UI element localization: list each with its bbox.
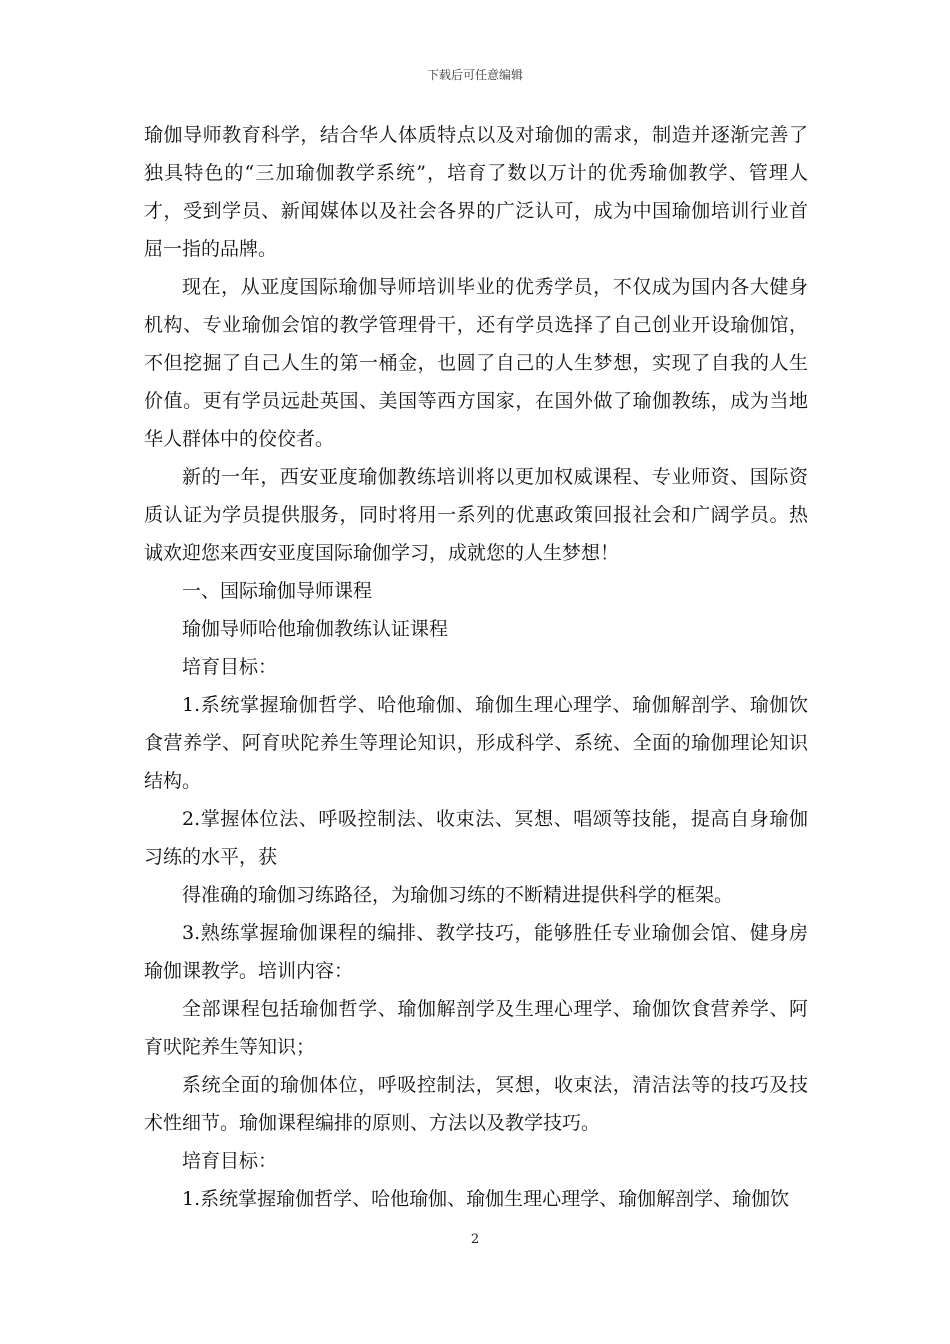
paragraph: 新的一年，西安亚度瑜伽教练培训将以更加权威课程、专业师资、国际资质认证为学员提供服务，同时将用一系列的优惠政策回报社会和广阔学员。热诚欢迎您来西安亚度国际瑜伽学习，成就您的人生梦想！	[144, 466, 808, 564]
list-item: 1.系统掌握瑜伽哲学、哈他瑜伽、瑜伽生理心理学、瑜伽解剖学、瑜伽饮食营养学、阿育吠陀养生等理论知识，形成科学、系统、全面的瑜伽理论知识结构。	[144, 694, 808, 792]
paragraph: 现在，从亚度国际瑜伽导师培训毕业的优秀学员，不仅成为国内各大健身机构、专业瑜伽会馆的教学管理骨干，还有学员选择了自己创业开设瑜伽馆，不但挖掘了自己人生的第一桶金，也圆了自己的人生梦想，实现了自我的人生价值。更有学员远赴英国、美国等西方国家，在国外做了瑜伽教练，成为当地华人群体中的佼佼者。	[144, 276, 808, 450]
document-body	[144, 116, 808, 1218]
page-number: 2	[470, 1232, 480, 1247]
list-item: 2.掌握体位法、呼吸控制法、收束法、冥想、唱颂等技能，提高自身瑜伽习练的水平，获	[144, 808, 808, 868]
paragraph: 得准确的瑜伽习练路径，为瑜伽习练的不断精进提供科学的框架。	[182, 884, 734, 906]
list-item: 3.熟练掌握瑜伽课程的编排、教学技巧，能够胜任专业瑜伽会馆、健身房瑜伽课教学。培训内容：	[144, 922, 808, 982]
subheading: 培育目标：	[182, 1150, 278, 1172]
paragraph: 瑜伽导师教育科学，结合华人体质特点以及对瑜伽的需求，制造并逐渐完善了独具特色的“三加瑜伽教学系统”，培育了数以万计的优秀瑜伽教学、管理人才，受到学员、新闻媒体以及社会各界的广泛认可，成为中国瑜伽培训行业首屈一指的品牌。	[144, 124, 808, 260]
paragraph: 全部课程包括瑜伽哲学、瑜伽解剖学及生理心理学、瑜伽饮食营养学、阿育吠陀养生等知识；	[144, 998, 808, 1058]
subheading: 培育目标：	[182, 656, 278, 678]
list-item: 1.系统掌握瑜伽哲学、哈他瑜伽、瑜伽生理心理学、瑜伽解剖学、瑜伽饮	[182, 1188, 790, 1210]
paragraph: 系统全面的瑜伽体位，呼吸控制法，冥想，收束法，清洁法等的技巧及技术性细节。瑜伽课程编排的原则、方法以及教学技巧。	[144, 1074, 808, 1134]
section-heading: 一、国际瑜伽导师课程	[182, 580, 373, 602]
course-title: 瑜伽导师哈他瑜伽教练认证课程	[182, 618, 449, 640]
page-header: 下载后可任意编辑	[426, 68, 523, 82]
